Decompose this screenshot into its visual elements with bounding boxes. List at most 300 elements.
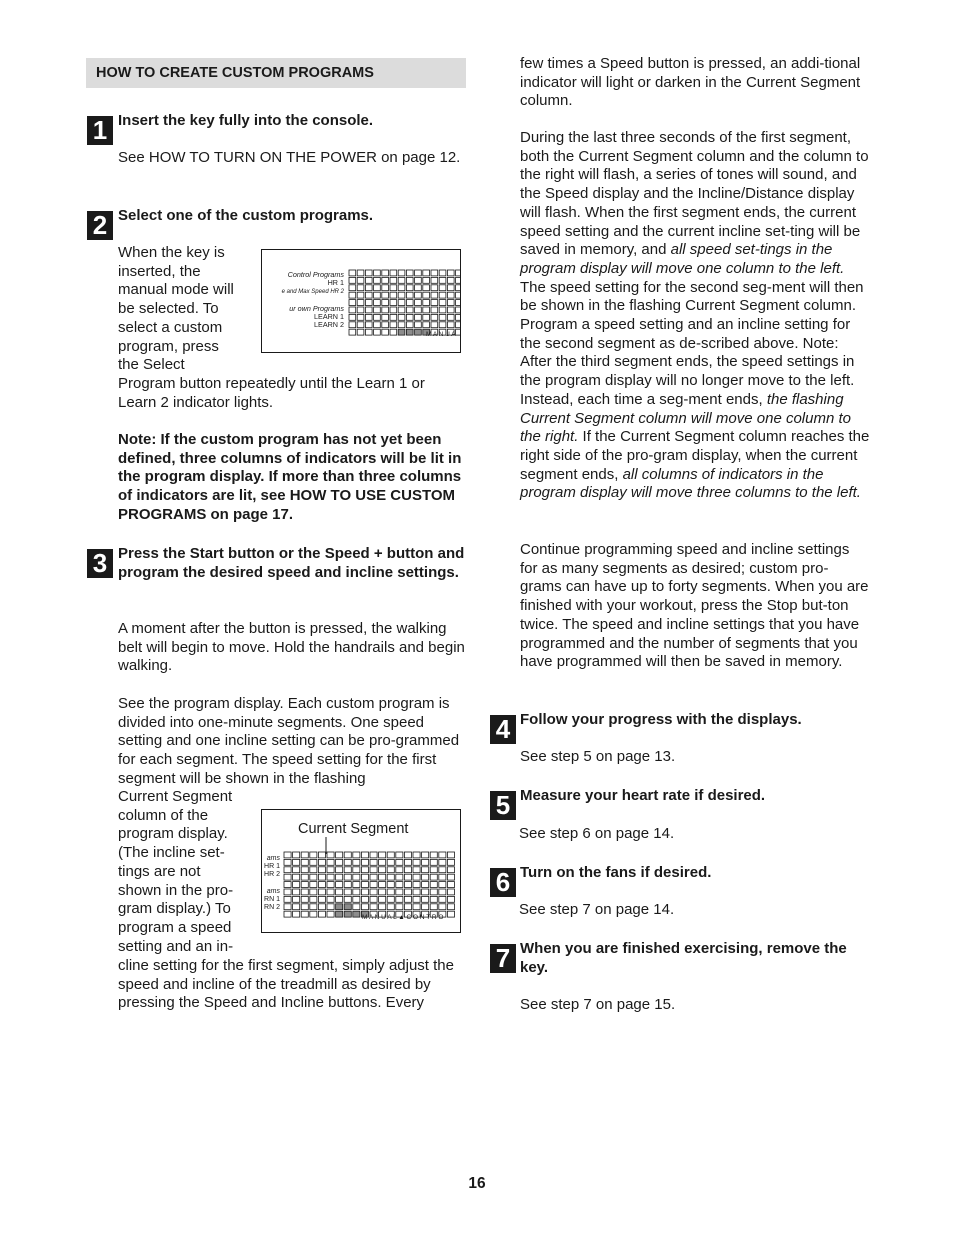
indicator-cell: [344, 867, 351, 873]
indicator-cell: [447, 292, 454, 298]
indicator-cell: [370, 889, 377, 895]
indicator-cell: [336, 911, 343, 917]
indicator-cell: [344, 889, 351, 895]
indicator-cell: [353, 859, 360, 865]
indicator-cell: [284, 867, 291, 873]
indicator-cell: [382, 270, 389, 276]
indicator-cell: [301, 889, 308, 895]
indicator-cell: [361, 896, 368, 902]
indicator-cell: [396, 889, 403, 895]
indicator-cell: [404, 882, 411, 888]
indicator-cell: [447, 896, 454, 902]
indicator-cell: [430, 867, 437, 873]
indicator-cell: [439, 852, 446, 858]
indicator-cell: [382, 300, 389, 306]
indicator-cell: [439, 874, 446, 880]
indicator-cell: [357, 300, 364, 306]
indicator-cell: [284, 882, 291, 888]
indicator-cell: [447, 867, 454, 873]
indicator-cell: [439, 300, 446, 306]
indicator-cell: [336, 889, 343, 895]
text-line: tings are not: [118, 862, 201, 880]
indicator-cell: [406, 277, 413, 283]
step-number-7: 7: [490, 944, 516, 973]
indicator-cell: [349, 285, 356, 291]
indicator-cell: [310, 904, 317, 910]
indicator-cell: [456, 277, 460, 283]
indicator-cell: [390, 270, 397, 276]
indicator-cell: [301, 911, 308, 917]
text-line: setting and an in-: [118, 937, 234, 955]
indicator-cell: [406, 314, 413, 320]
indicator-cell: [357, 329, 364, 335]
indicator-cell: [284, 904, 291, 910]
indicator-cell: [379, 904, 386, 910]
indicator-cell: [415, 307, 422, 313]
indicator-cell: [431, 277, 438, 283]
indicator-cell: [365, 329, 372, 335]
indicator-cell: [301, 852, 308, 858]
indicator-cell: [423, 300, 430, 306]
current-segment-caption: Current Segment: [298, 821, 409, 837]
indicator-cell: [361, 852, 368, 858]
indicator-cell: [318, 852, 325, 858]
indicator-cell: [422, 852, 429, 858]
indicator-cell: [349, 270, 356, 276]
indicator-cell: [318, 896, 325, 902]
indicator-cell: [293, 867, 300, 873]
indicator-cell: [374, 292, 381, 298]
indicator-cell: [404, 867, 411, 873]
indicator-cell: [379, 882, 386, 888]
indicator-cell: [431, 322, 438, 328]
indicator-cell: [456, 270, 460, 276]
step-5-heading: Measure your heart rate if desired.: [520, 787, 766, 804]
indicator-cell: [365, 285, 372, 291]
text-line: be selected. To: [118, 300, 219, 318]
indicator-cell: [336, 904, 343, 910]
indicator-cell: [336, 859, 343, 865]
text-line: column of the: [118, 806, 209, 824]
indicator-cell: [422, 896, 429, 902]
step-6-heading: Turn on the fans if desired.: [520, 864, 712, 881]
indicator-cell: [284, 874, 291, 880]
indicator-cell: [293, 896, 300, 902]
indicator-cell: [374, 270, 381, 276]
indicator-cell: [431, 300, 438, 306]
indicator-cell: [415, 300, 422, 306]
indicator-cell: [447, 874, 454, 880]
indicator-cell: [390, 314, 397, 320]
indicator-cell: [310, 896, 317, 902]
indicator-cell: [415, 292, 422, 298]
indicator-cell: [318, 867, 325, 873]
indicator-cell: [379, 874, 386, 880]
indicator-cell: [310, 889, 317, 895]
indicator-cell: [415, 277, 422, 283]
text-line: inserted, the: [118, 262, 201, 280]
indicator-cell: [370, 859, 377, 865]
step-number-6: 6: [490, 868, 516, 897]
indicator-cell: [398, 300, 405, 306]
indicator-cell: [447, 852, 454, 858]
indicator-cell: [430, 889, 437, 895]
indicator-cell: [390, 277, 397, 283]
indicator-cell: [423, 314, 430, 320]
indicator-cell: [430, 874, 437, 880]
indicator-cell: [370, 896, 377, 902]
text-line: program display.: [118, 825, 228, 843]
indicator-cell: [365, 270, 372, 276]
indicator-cell: [396, 896, 403, 902]
step-3-wrapped-text: [118, 788, 260, 956]
text-line: select a custom: [118, 318, 223, 336]
indicator-cell: [447, 911, 454, 917]
indicator-cell: [396, 859, 403, 865]
text-line: manual mode will: [118, 281, 234, 299]
indicator-cell: [379, 852, 386, 858]
indicator-cell: [415, 314, 422, 320]
indicator-cell: [431, 314, 438, 320]
indicator-cell: [423, 277, 430, 283]
indicator-cell: [447, 882, 454, 888]
indicator-cell: [396, 882, 403, 888]
indicator-cell: [439, 292, 446, 298]
indicator-cell: [379, 896, 386, 902]
step-2-heading: Select one of the custom programs.: [118, 207, 374, 224]
indicator-cell: [447, 277, 454, 283]
indicator-cell: [379, 889, 386, 895]
indicator-cell: [365, 314, 372, 320]
italic-text-run: the flashing Current Segment column will move one column to the right.: [520, 390, 851, 446]
indicator-cell: [318, 904, 325, 910]
indicator-cell: [293, 911, 300, 917]
indicator-cell: [370, 904, 377, 910]
text-run: If the Current Segment column reaches the right side of the pro-gram display, when the current segment ends,: [520, 428, 870, 483]
indicator-cell: [357, 322, 364, 328]
indicator-cell: [456, 329, 460, 335]
indicator-cell: [413, 889, 420, 895]
indicator-cell: [456, 307, 460, 313]
indicator-cell: [365, 300, 372, 306]
indicator-cell: [353, 911, 360, 917]
indicator-cell: [344, 911, 351, 917]
indicator-cell: [284, 852, 291, 858]
text-line: the Select: [118, 356, 185, 374]
indicator-cell: [382, 285, 389, 291]
indicator-cell: [361, 859, 368, 865]
indicator-cell: [301, 896, 308, 902]
indicator-cell: [439, 882, 446, 888]
indicator-cell: [398, 270, 405, 276]
text-line: (The incline set-: [118, 844, 225, 862]
indicator-cell: [310, 882, 317, 888]
indicator-cell: [361, 904, 368, 910]
indicator-cell: [456, 300, 460, 306]
indicator-cell: [357, 285, 364, 291]
indicator-cell: [422, 859, 429, 865]
indicator-cell: [284, 859, 291, 865]
indicator-cell: [344, 852, 351, 858]
indicator-cell: [447, 270, 454, 276]
indicator-grid: [284, 852, 455, 917]
indicator-cell: [404, 852, 411, 858]
indicator-cell: [293, 859, 300, 865]
indicator-cell: [431, 285, 438, 291]
indicator-cell: [439, 867, 446, 873]
indicator-cell: [406, 322, 413, 328]
indicator-cell: [406, 300, 413, 306]
indicator-cell: [284, 889, 291, 895]
step-number-2: 2: [87, 211, 113, 240]
step-4-heading: Follow your progress with the displays.: [520, 711, 802, 728]
indicator-cell: [439, 307, 446, 313]
indicator-cell: [390, 300, 397, 306]
indicator-cell: [406, 329, 413, 335]
indicator-cell: [293, 882, 300, 888]
indicator-cell: [365, 277, 372, 283]
indicator-cell: [447, 889, 454, 895]
indicator-cell: [439, 904, 446, 910]
indicator-cell: [357, 314, 364, 320]
indicator-cell: [447, 300, 454, 306]
step-3-paragraph-1: A moment after the button is pressed, the walking belt will begin to move. Hold the handrails and begin walking.: [118, 620, 465, 675]
indicator-cell: [374, 329, 381, 335]
step-3-paragraph-2-rest: cline setting for the first segment, simply adjust the speed and incline of the treadmill as desired by pressing the Speed and Incline buttons. Every: [118, 957, 454, 1012]
indicator-cell: [430, 896, 437, 902]
indicator-cell: [398, 307, 405, 313]
indicator-cell: [390, 292, 397, 298]
indicator-cell: [349, 300, 356, 306]
indicator-cell: [413, 882, 420, 888]
indicator-cell: [293, 889, 300, 895]
indicator-cell: [353, 882, 360, 888]
indicator-cell: [387, 867, 394, 873]
indicator-cell: [327, 859, 334, 865]
indicator-cell: [413, 867, 420, 873]
indicator-cell: [310, 852, 317, 858]
indicator-cell: [301, 859, 308, 865]
indicator-cell: [422, 882, 429, 888]
indicator-cell: [415, 270, 422, 276]
indicator-cell: [390, 322, 397, 328]
indicator-cell: [374, 300, 381, 306]
label-hr2: HR 2: [264, 871, 280, 878]
indicator-cell: [357, 307, 364, 313]
indicator-cell: [447, 322, 454, 328]
indicator-cell: [336, 867, 343, 873]
indicator-cell: [382, 322, 389, 328]
indicator-cell: [370, 852, 377, 858]
indicator-cell: [423, 307, 430, 313]
text-line: program a speed: [118, 918, 232, 936]
indicator-cell: [456, 285, 460, 291]
indicator-cell: [349, 322, 356, 328]
indicator-cell: [406, 270, 413, 276]
indicator-cell: [439, 270, 446, 276]
step-2-wrapped-text: [118, 244, 258, 375]
step-number-5: 5: [490, 791, 516, 820]
page-number: 16: [468, 1175, 486, 1192]
indicator-cell: [353, 852, 360, 858]
label-programs: ams: [266, 855, 280, 862]
indicator-cell: [318, 859, 325, 865]
indicator-cell: [318, 911, 325, 917]
indicator-cell: [390, 329, 397, 335]
indicator-cell: [456, 322, 460, 328]
label-hr2: e and Max Speed HR 2: [281, 289, 344, 295]
indicator-cell: [398, 277, 405, 283]
program-display-diagram: [262, 250, 460, 352]
indicator-cell: [387, 852, 394, 858]
indicator-cell: [430, 859, 437, 865]
step-5-body: See step 6 on page 14.: [519, 825, 675, 842]
text-line: program, press: [118, 337, 219, 355]
indicator-cell: [374, 285, 381, 291]
indicator-cell: [336, 874, 343, 880]
indicator-cell: [357, 277, 364, 283]
indicator-cell: [310, 867, 317, 873]
indicator-cell: [301, 882, 308, 888]
text-line: shown in the pro-: [118, 881, 234, 899]
indicator-cell: [415, 285, 422, 291]
indicator-cell: [382, 292, 389, 298]
indicator-cell: [379, 867, 386, 873]
indicator-cell: [327, 911, 334, 917]
indicator-cell: [327, 867, 334, 873]
indicator-cell: [387, 896, 394, 902]
indicator-cell: [293, 852, 300, 858]
indicator-cell: [430, 882, 437, 888]
label-learn1: LEARN 1: [314, 312, 344, 321]
indicator-cell: [439, 285, 446, 291]
indicator-cell: [439, 859, 446, 865]
indicator-cell: [349, 307, 356, 313]
step-1-body: See HOW TO TURN ON THE POWER on page 12.: [118, 149, 461, 166]
indicator-cell: [374, 314, 381, 320]
text-line: When the key is: [118, 244, 225, 261]
indicator-cell: [374, 322, 381, 328]
indicator-cell: [293, 904, 300, 910]
indicator-cell: [413, 896, 420, 902]
indicator-cell: [370, 874, 377, 880]
indicator-cell: [361, 874, 368, 880]
indicator-cell: [301, 904, 308, 910]
indicator-cell: [404, 874, 411, 880]
label-hr1: HR 1: [264, 863, 280, 870]
indicator-cell: [447, 314, 454, 320]
step-3-paragraph-2: See the program display. Each custom program is divided into one-minute segments. One speed setting and one incline setting can be pro-grammed for each segment. The speed setting for the first segment will be shown in the flashing: [118, 695, 460, 787]
indicator-cell: [387, 889, 394, 895]
indicator-cell: [422, 889, 429, 895]
indicator-cell: [423, 270, 430, 276]
indicator-cell: [398, 314, 405, 320]
indicator-cell: [365, 322, 372, 328]
indicator-cell: [439, 889, 446, 895]
manual-control-label: M A N U A L ▲ C O N T R O: [362, 914, 444, 921]
indicator-cell: [336, 882, 343, 888]
step-2-body-rest: Program button repeatedly until the Learn 1 or Learn 2 indicator lights.: [118, 375, 425, 411]
indicator-cell: [396, 867, 403, 873]
indicator-cell: [447, 859, 454, 865]
program-display-figure-2: [261, 809, 461, 933]
indicator-cell: [318, 882, 325, 888]
text-line: Current Segment: [118, 788, 233, 805]
indicator-cell: [382, 307, 389, 313]
indicator-cell: [396, 874, 403, 880]
indicator-cell: [327, 896, 334, 902]
indicator-cell: [349, 277, 356, 283]
indicator-cell: [423, 322, 430, 328]
indicator-cell: [406, 292, 413, 298]
indicator-cell: [353, 867, 360, 873]
indicator-cell: [447, 307, 454, 313]
indicator-cell: [447, 904, 454, 910]
indicator-cell: [404, 904, 411, 910]
indicator-cell: [370, 882, 377, 888]
indicator-cell: [310, 859, 317, 865]
indicator-cell: [349, 329, 356, 335]
indicator-cell: [439, 896, 446, 902]
indicator-cell: [423, 292, 430, 298]
step-number-1: 1: [87, 116, 113, 145]
italic-text-run: all speed set-tings in the program display will move one column to the left.: [520, 241, 845, 277]
indicator-cell: [431, 270, 438, 276]
indicator-cell: [398, 329, 405, 335]
indicator-cell: [318, 889, 325, 895]
label-control-programs: Control Programs: [287, 270, 344, 279]
indicator-cell: [365, 292, 372, 298]
indicator-cell: [406, 285, 413, 291]
indicator-cell: [439, 322, 446, 328]
indicator-cell: [447, 285, 454, 291]
indicator-cell: [284, 911, 291, 917]
indicator-cell: [327, 904, 334, 910]
indicator-cell: [404, 896, 411, 902]
indicator-cell: [327, 874, 334, 880]
indicator-cell: [361, 882, 368, 888]
step-7-body: See step 7 on page 15.: [520, 996, 676, 1013]
indicator-cell: [422, 904, 429, 910]
indicator-cell: [415, 322, 422, 328]
indicator-cell: [353, 874, 360, 880]
indicator-cell: [406, 307, 413, 313]
indicator-cell: [318, 874, 325, 880]
label-learn1: RN 1: [264, 896, 280, 903]
indicator-cell: [387, 874, 394, 880]
indicator-cell: [422, 874, 429, 880]
indicator-cell: [387, 904, 394, 910]
indicator-cell: [327, 889, 334, 895]
indicator-cell: [382, 277, 389, 283]
label-learn2: LEARN 2: [314, 320, 344, 329]
indicator-cell: [387, 859, 394, 865]
section-header: HOW TO CREATE CUSTOM PROGRAMS: [86, 58, 466, 88]
indicator-cell: [353, 904, 360, 910]
indicator-cell: [413, 852, 420, 858]
indicator-cell: [301, 867, 308, 873]
indicator-cell: [404, 859, 411, 865]
step-number-4: 4: [490, 715, 516, 744]
indicator-cell: [370, 867, 377, 873]
indicator-cell: [430, 852, 437, 858]
step-6-body: See step 7 on page 14.: [519, 901, 675, 918]
indicator-cell: [431, 292, 438, 298]
indicator-cell: [365, 307, 372, 313]
indicator-cell: [415, 329, 422, 335]
indicator-cell: [456, 292, 460, 298]
indicator-cell: [431, 307, 438, 313]
